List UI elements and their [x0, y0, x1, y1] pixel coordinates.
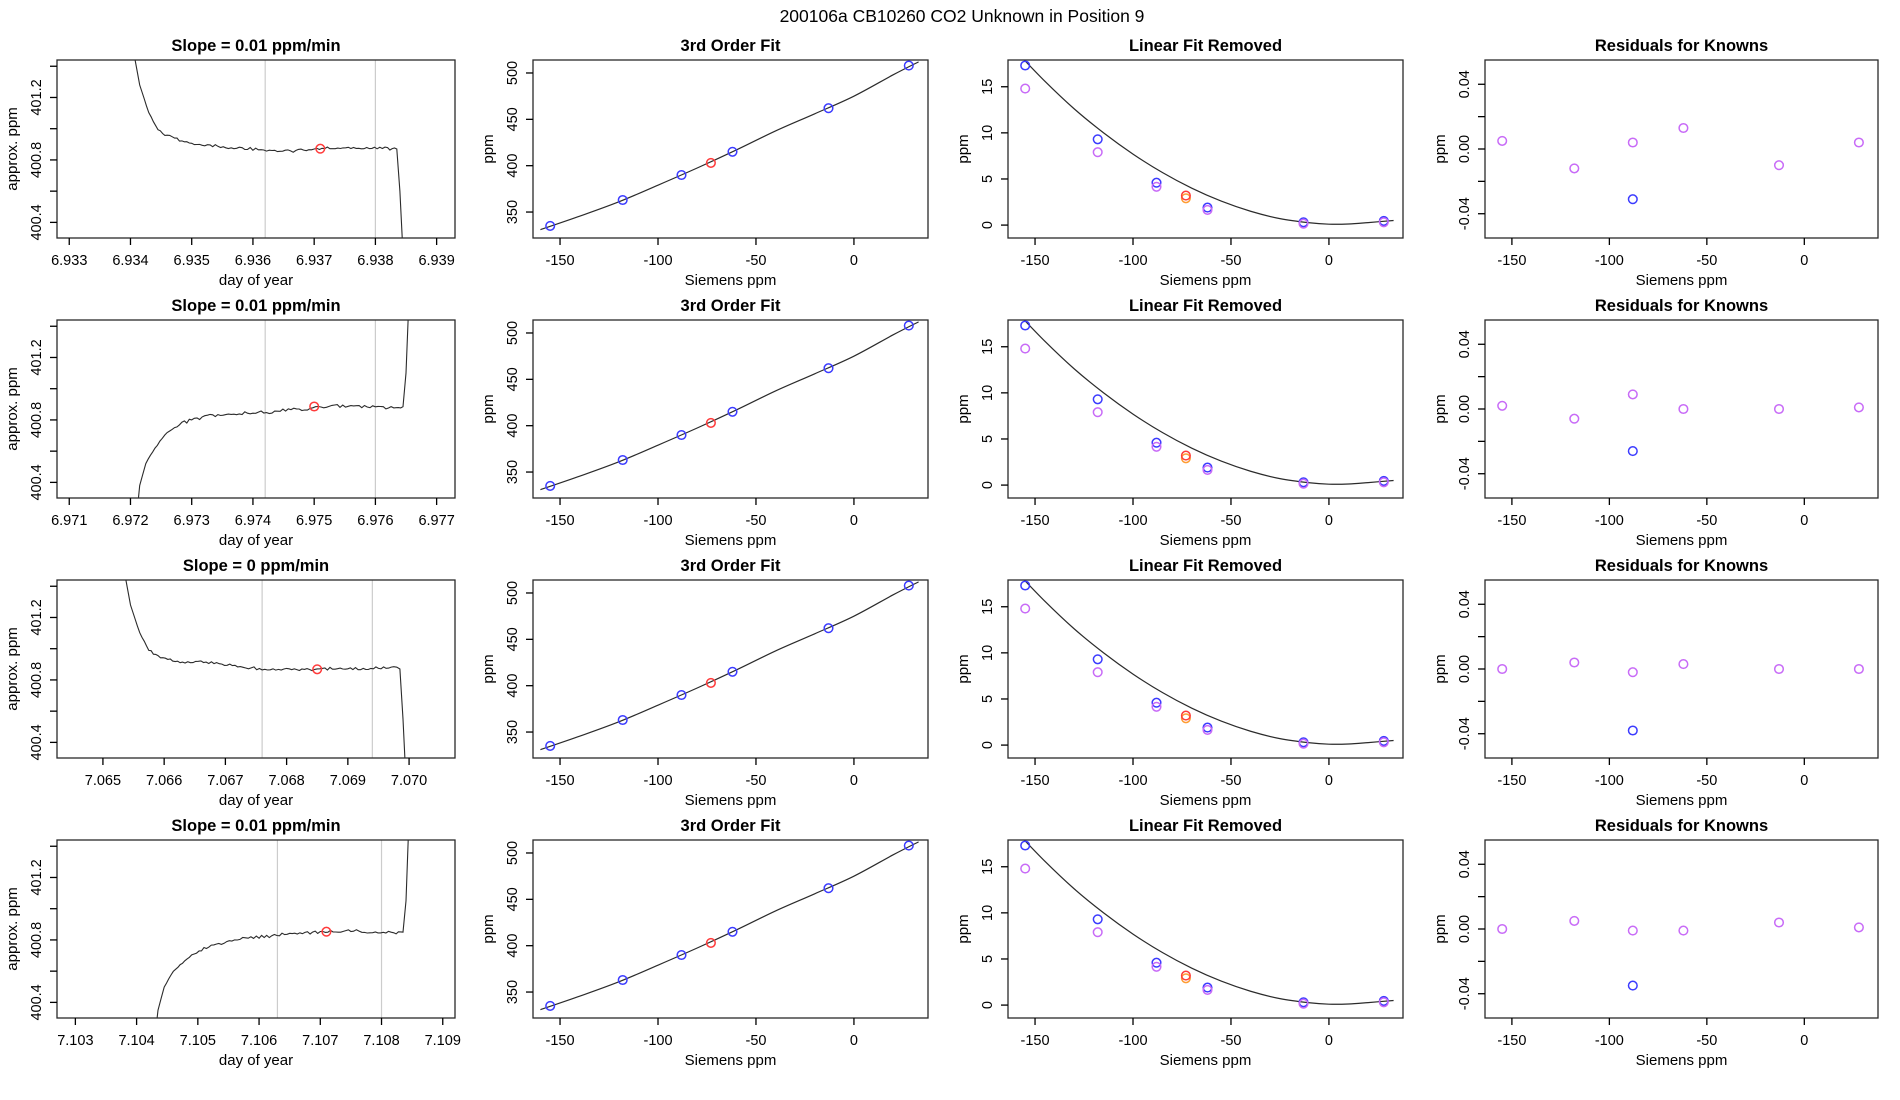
x-tick-label: 0 [1324, 773, 1333, 789]
data-point [1498, 665, 1507, 674]
timeseries-line [137, 295, 410, 517]
y-axis-label: ppm [955, 394, 972, 424]
x-tick-label: 7.070 [390, 773, 428, 789]
x-tick-label: 6.934 [112, 253, 149, 269]
x-tick-label: -150 [1497, 773, 1527, 789]
y-tick-label: 400 [505, 933, 521, 958]
x-tick-label: -100 [1118, 773, 1148, 789]
panel-linres-r1 [955, 37, 1403, 289]
fit-curve [540, 842, 918, 1010]
panel-resid-r4 [1432, 817, 1878, 1069]
x-axis-label: Siemens ppm [684, 532, 777, 549]
data-layer [121, 555, 406, 781]
x-tick-label: -100 [643, 1033, 673, 1049]
x-tick-label: -50 [1220, 773, 1242, 789]
x-tick-label: -50 [745, 513, 767, 529]
data-layer [131, 35, 404, 254]
x-tick-label: 0 [1324, 253, 1333, 269]
x-tick-label: 6.933 [51, 253, 88, 269]
data-point [1629, 138, 1638, 147]
x-tick-label: 7.105 [179, 1033, 216, 1049]
y-tick-label: 400.4 [29, 984, 45, 1021]
x-tick-label: 0 [849, 1033, 858, 1049]
panel-title: Linear Fit Removed [1128, 297, 1283, 315]
data-point [1021, 841, 1030, 850]
y-tick-label: 500 [505, 320, 521, 346]
data-point [1679, 405, 1688, 414]
x-tick-label: -100 [643, 253, 673, 269]
y-tick-label: 0.04 [1457, 70, 1473, 99]
y-tick-label: 400 [505, 153, 521, 178]
panel-title: Residuals for Knowns [1594, 297, 1769, 315]
x-tick-label: -150 [1020, 1033, 1050, 1049]
y-tick-label: 10 [980, 384, 996, 401]
data-point [1021, 864, 1030, 873]
fit-curve [1015, 51, 1393, 224]
x-axis-label: Siemens ppm [684, 792, 777, 809]
y-tick-label: 5 [980, 694, 996, 704]
y-tick-label: 450 [505, 627, 521, 652]
data-point [1855, 403, 1864, 412]
fit-curve [540, 322, 918, 490]
x-tick-label: -150 [545, 773, 575, 789]
x-tick-label: -150 [1020, 773, 1050, 789]
y-tick-label: 401.2 [29, 339, 45, 376]
data-layer [540, 841, 918, 1010]
data-point [1498, 137, 1507, 146]
data-point [1855, 138, 1864, 147]
y-axis-label: ppm [1432, 134, 1449, 164]
y-tick-label: 0.00 [1457, 134, 1473, 164]
x-tick-label: -150 [1020, 253, 1050, 269]
data-point [1570, 917, 1579, 926]
y-axis-label: approx. ppm [4, 887, 21, 971]
x-tick-label: -150 [1020, 513, 1050, 529]
y-tick-label: 15 [980, 858, 996, 875]
x-tick-label: -100 [1594, 773, 1624, 789]
data-point [1498, 402, 1507, 411]
x-tick-label: -150 [545, 1033, 575, 1049]
data-point [1629, 390, 1638, 399]
y-tick-label: 350 [505, 719, 521, 745]
panel-title: Linear Fit Removed [1128, 817, 1283, 835]
y-tick-label: 0.00 [1457, 394, 1473, 424]
x-tick-label: 0 [1800, 253, 1809, 269]
y-axis-label: ppm [1432, 654, 1449, 684]
y-axis-label: ppm [480, 654, 497, 684]
x-tick-label: 6.976 [357, 513, 394, 529]
timeseries-line [155, 815, 409, 1037]
x-tick-label: 7.067 [207, 773, 244, 789]
y-tick-label: 0.04 [1457, 330, 1473, 359]
x-tick-label: 7.106 [240, 1033, 278, 1049]
data-point [1093, 655, 1102, 664]
main-title: 200106a CB10260 CO2 Unknown in Position 9 [779, 6, 1145, 26]
panel-title: 3rd Order Fit [680, 817, 781, 835]
y-tick-label: 350 [505, 199, 521, 225]
data-point [1093, 395, 1102, 404]
y-tick-label: -0.04 [1457, 197, 1473, 231]
y-tick-label: 450 [505, 367, 521, 392]
panel-title: Slope = 0 ppm/min [182, 557, 330, 575]
x-tick-label: 0 [849, 773, 858, 789]
x-axis-label: Siemens ppm [1635, 1052, 1728, 1069]
y-tick-label: 400 [505, 413, 521, 438]
data-point [1021, 581, 1030, 590]
timeseries-line [131, 35, 404, 254]
data-layer [1498, 390, 1863, 455]
plot-box [1485, 320, 1878, 498]
y-tick-label: 0.00 [1457, 654, 1473, 684]
x-tick-label: -100 [643, 773, 673, 789]
y-axis-label: approx. ppm [4, 627, 21, 711]
panel-fit-r1 [480, 37, 928, 289]
y-tick-label: -0.04 [1457, 457, 1473, 491]
x-axis-label: Siemens ppm [1635, 792, 1728, 809]
data-layer [1015, 571, 1393, 748]
y-axis-label: ppm [1432, 914, 1449, 944]
y-tick-label: 15 [980, 78, 996, 95]
data-point [1021, 321, 1030, 330]
y-tick-label: 350 [505, 459, 521, 485]
data-layer [1498, 124, 1863, 204]
y-tick-label: 400.4 [29, 464, 45, 501]
y-tick-label: 450 [505, 887, 521, 912]
y-axis-label: ppm [955, 134, 972, 164]
x-tick-label: -50 [745, 253, 767, 269]
y-tick-label: 10 [980, 904, 996, 921]
y-axis-label: ppm [1432, 394, 1449, 424]
x-tick-label: 7.108 [363, 1033, 400, 1049]
y-axis-label: ppm [480, 134, 497, 164]
x-tick-label: -100 [1118, 253, 1148, 269]
data-point [1570, 164, 1579, 173]
panel-linres-r3 [955, 557, 1403, 809]
data-point [1629, 981, 1638, 990]
x-tick-label: -50 [1220, 513, 1242, 529]
y-axis-label: approx. ppm [4, 107, 21, 191]
data-point [1775, 918, 1784, 927]
x-tick-label: 0 [849, 513, 858, 529]
x-tick-label: 7.066 [146, 773, 183, 789]
x-tick-label: 7.068 [268, 773, 305, 789]
data-layer [540, 321, 918, 490]
x-tick-label: 7.109 [424, 1033, 461, 1049]
data-layer [1015, 51, 1393, 228]
panel-slope-r3 [4, 555, 455, 809]
y-tick-label: 500 [505, 580, 521, 606]
x-tick-label: 7.103 [57, 1033, 94, 1049]
y-tick-label: -0.04 [1457, 977, 1473, 1011]
data-layer [155, 815, 409, 1037]
y-tick-label: 0.00 [1457, 914, 1473, 944]
panel-title: Slope = 0.01 ppm/min [171, 37, 341, 55]
x-tick-label: -100 [1594, 513, 1624, 529]
fit-curve [1015, 831, 1393, 1004]
x-tick-label: -50 [1696, 513, 1718, 529]
data-point [1093, 915, 1102, 924]
x-tick-label: -50 [1696, 773, 1718, 789]
y-tick-label: 400.8 [29, 661, 45, 699]
panel-resid-r1 [1432, 37, 1878, 289]
y-tick-label: 401.2 [29, 599, 45, 636]
y-axis-label: ppm [480, 394, 497, 424]
data-point [1629, 668, 1638, 677]
x-tick-label: -100 [643, 513, 673, 529]
x-axis-label: Siemens ppm [684, 1052, 777, 1069]
data-point [1021, 61, 1030, 70]
x-tick-label: -150 [545, 253, 575, 269]
y-tick-label: 400.8 [29, 141, 45, 179]
x-tick-label: -150 [1497, 1033, 1527, 1049]
data-point [1093, 928, 1102, 937]
y-tick-label: 10 [980, 124, 996, 141]
fit-curve [540, 62, 918, 230]
panel-resid-r3 [1432, 557, 1878, 809]
y-tick-label: 0.04 [1457, 590, 1473, 619]
fit-curve [1015, 571, 1393, 744]
x-tick-label: -100 [1594, 1033, 1624, 1049]
x-axis-label: Siemens ppm [1635, 272, 1728, 289]
panel-title: 3rd Order Fit [680, 557, 781, 575]
plot-box [57, 320, 455, 498]
fit-curve [540, 582, 918, 750]
data-point [1629, 926, 1638, 935]
panel-title: Residuals for Knowns [1594, 817, 1769, 835]
data-point [1775, 161, 1784, 170]
y-tick-label: 10 [980, 644, 996, 661]
y-tick-label: 15 [980, 338, 996, 355]
y-axis-label: ppm [480, 914, 497, 944]
panel-title: 3rd Order Fit [680, 297, 781, 315]
panel-linres-r4 [955, 817, 1403, 1069]
y-tick-label: 5 [980, 434, 996, 444]
data-point [1629, 447, 1638, 456]
data-point [1855, 923, 1864, 932]
y-tick-label: 450 [505, 107, 521, 132]
x-tick-label: -150 [1497, 513, 1527, 529]
x-tick-label: -50 [1696, 1033, 1718, 1049]
data-point [1775, 665, 1784, 674]
x-tick-label: -50 [745, 773, 767, 789]
panel-title: 3rd Order Fit [680, 37, 781, 55]
data-point [1021, 84, 1030, 93]
data-layer [1498, 658, 1863, 735]
x-tick-label: 6.938 [357, 253, 394, 269]
x-tick-label: 7.069 [329, 773, 366, 789]
x-tick-label: 0 [1324, 513, 1333, 529]
x-tick-label: -100 [1594, 253, 1624, 269]
y-tick-label: 400.8 [29, 401, 45, 439]
x-tick-label: -50 [1220, 1033, 1242, 1049]
panel-slope-r1 [4, 35, 455, 289]
y-tick-label: 0 [980, 221, 996, 230]
y-tick-label: 0 [980, 481, 996, 490]
data-point [1498, 925, 1507, 934]
y-tick-label: 0.04 [1457, 850, 1473, 879]
x-axis-label: day of year [218, 792, 294, 809]
x-tick-label: 0 [1324, 1033, 1333, 1049]
data-point [1093, 408, 1102, 417]
y-tick-label: 400.4 [29, 724, 45, 761]
y-tick-label: 5 [980, 954, 996, 964]
x-axis-label: Siemens ppm [1159, 792, 1252, 809]
panel-fit-r4 [480, 817, 928, 1069]
y-axis-label: approx. ppm [4, 367, 21, 451]
x-tick-label: 6.937 [296, 253, 333, 269]
y-axis-label: ppm [955, 654, 972, 684]
x-tick-label: -50 [1220, 253, 1242, 269]
x-tick-label: 6.975 [296, 513, 333, 529]
panel-fit-r2 [480, 297, 928, 549]
y-tick-label: 400.4 [29, 204, 45, 241]
x-axis-label: Siemens ppm [1635, 532, 1728, 549]
panel-title: Slope = 0.01 ppm/min [171, 817, 341, 835]
data-point [1093, 668, 1102, 677]
data-point [1679, 124, 1688, 133]
x-tick-label: 7.104 [118, 1033, 155, 1049]
plot-box [1485, 840, 1878, 1018]
x-axis-label: Siemens ppm [1159, 272, 1252, 289]
data-point [1679, 926, 1688, 935]
data-point [1629, 195, 1638, 204]
x-tick-label: 0 [1800, 773, 1809, 789]
fit-curve [1015, 311, 1393, 484]
x-tick-label: -100 [1118, 1033, 1148, 1049]
y-tick-label: 15 [980, 598, 996, 615]
x-tick-label: 6.971 [51, 513, 88, 529]
x-axis-label: day of year [218, 1052, 294, 1069]
panel-slope-r4 [4, 815, 461, 1069]
plot-box [1485, 580, 1878, 758]
data-layer [540, 61, 918, 230]
x-tick-label: 6.977 [418, 513, 455, 529]
x-axis-label: Siemens ppm [684, 272, 777, 289]
x-tick-label: 7.065 [84, 773, 122, 789]
x-tick-label: 7.107 [302, 1033, 339, 1049]
panel-title: Slope = 0.01 ppm/min [171, 297, 341, 315]
x-axis-label: day of year [218, 272, 294, 289]
plot-box [1485, 60, 1878, 238]
data-point [1855, 665, 1864, 674]
data-point [1021, 604, 1030, 613]
data-layer [137, 295, 410, 517]
data-layer [1015, 311, 1393, 488]
x-tick-label: 6.939 [418, 253, 455, 269]
data-layer [540, 581, 918, 750]
x-axis-label: Siemens ppm [1159, 532, 1252, 549]
data-point [1093, 148, 1102, 157]
panel-title: Residuals for Knowns [1594, 37, 1769, 55]
data-point [1679, 660, 1688, 669]
y-tick-label: 0 [980, 1001, 996, 1010]
data-point [1570, 414, 1579, 423]
data-point [1629, 726, 1638, 735]
x-tick-label: 0 [849, 253, 858, 269]
y-tick-label: 401.2 [29, 79, 45, 116]
x-tick-label: 6.973 [173, 513, 210, 529]
data-point [1775, 405, 1784, 414]
y-tick-label: 5 [980, 174, 996, 184]
data-point [1093, 135, 1102, 144]
x-tick-label: 0 [1800, 1033, 1809, 1049]
y-tick-label: 400.8 [29, 921, 45, 959]
x-tick-label: 6.936 [234, 253, 272, 269]
y-tick-label: 401.2 [29, 859, 45, 896]
y-tick-label: -0.04 [1457, 717, 1473, 751]
data-layer [1498, 917, 1863, 990]
panel-slope-r2 [4, 295, 455, 549]
y-tick-label: 350 [505, 979, 521, 1005]
x-tick-label: 6.935 [173, 253, 210, 269]
x-tick-label: -50 [1696, 253, 1718, 269]
x-tick-label: 0 [1800, 513, 1809, 529]
panel-linres-r2 [955, 297, 1403, 549]
panel-fit-r3 [480, 557, 928, 809]
panel-title: Linear Fit Removed [1128, 557, 1283, 575]
y-axis-label: ppm [955, 914, 972, 944]
y-tick-label: 500 [505, 840, 521, 866]
y-tick-label: 500 [505, 60, 521, 86]
y-tick-label: 400 [505, 673, 521, 698]
x-axis-label: Siemens ppm [1159, 1052, 1252, 1069]
x-tick-label: -150 [545, 513, 575, 529]
x-tick-label: -50 [745, 1033, 767, 1049]
panel-resid-r2 [1432, 297, 1878, 549]
timeseries-line [121, 555, 406, 781]
data-point [1021, 344, 1030, 353]
plot-box [57, 840, 455, 1018]
x-tick-label: 6.974 [234, 513, 272, 529]
x-tick-label: -100 [1118, 513, 1148, 529]
x-axis-label: day of year [218, 532, 294, 549]
panel-title: Residuals for Knowns [1594, 557, 1769, 575]
x-tick-label: -150 [1497, 253, 1527, 269]
y-tick-label: 0 [980, 741, 996, 750]
panel-title: Linear Fit Removed [1128, 37, 1283, 55]
x-tick-label: 6.972 [112, 513, 149, 529]
data-layer [1015, 831, 1393, 1008]
data-point [1570, 658, 1579, 667]
